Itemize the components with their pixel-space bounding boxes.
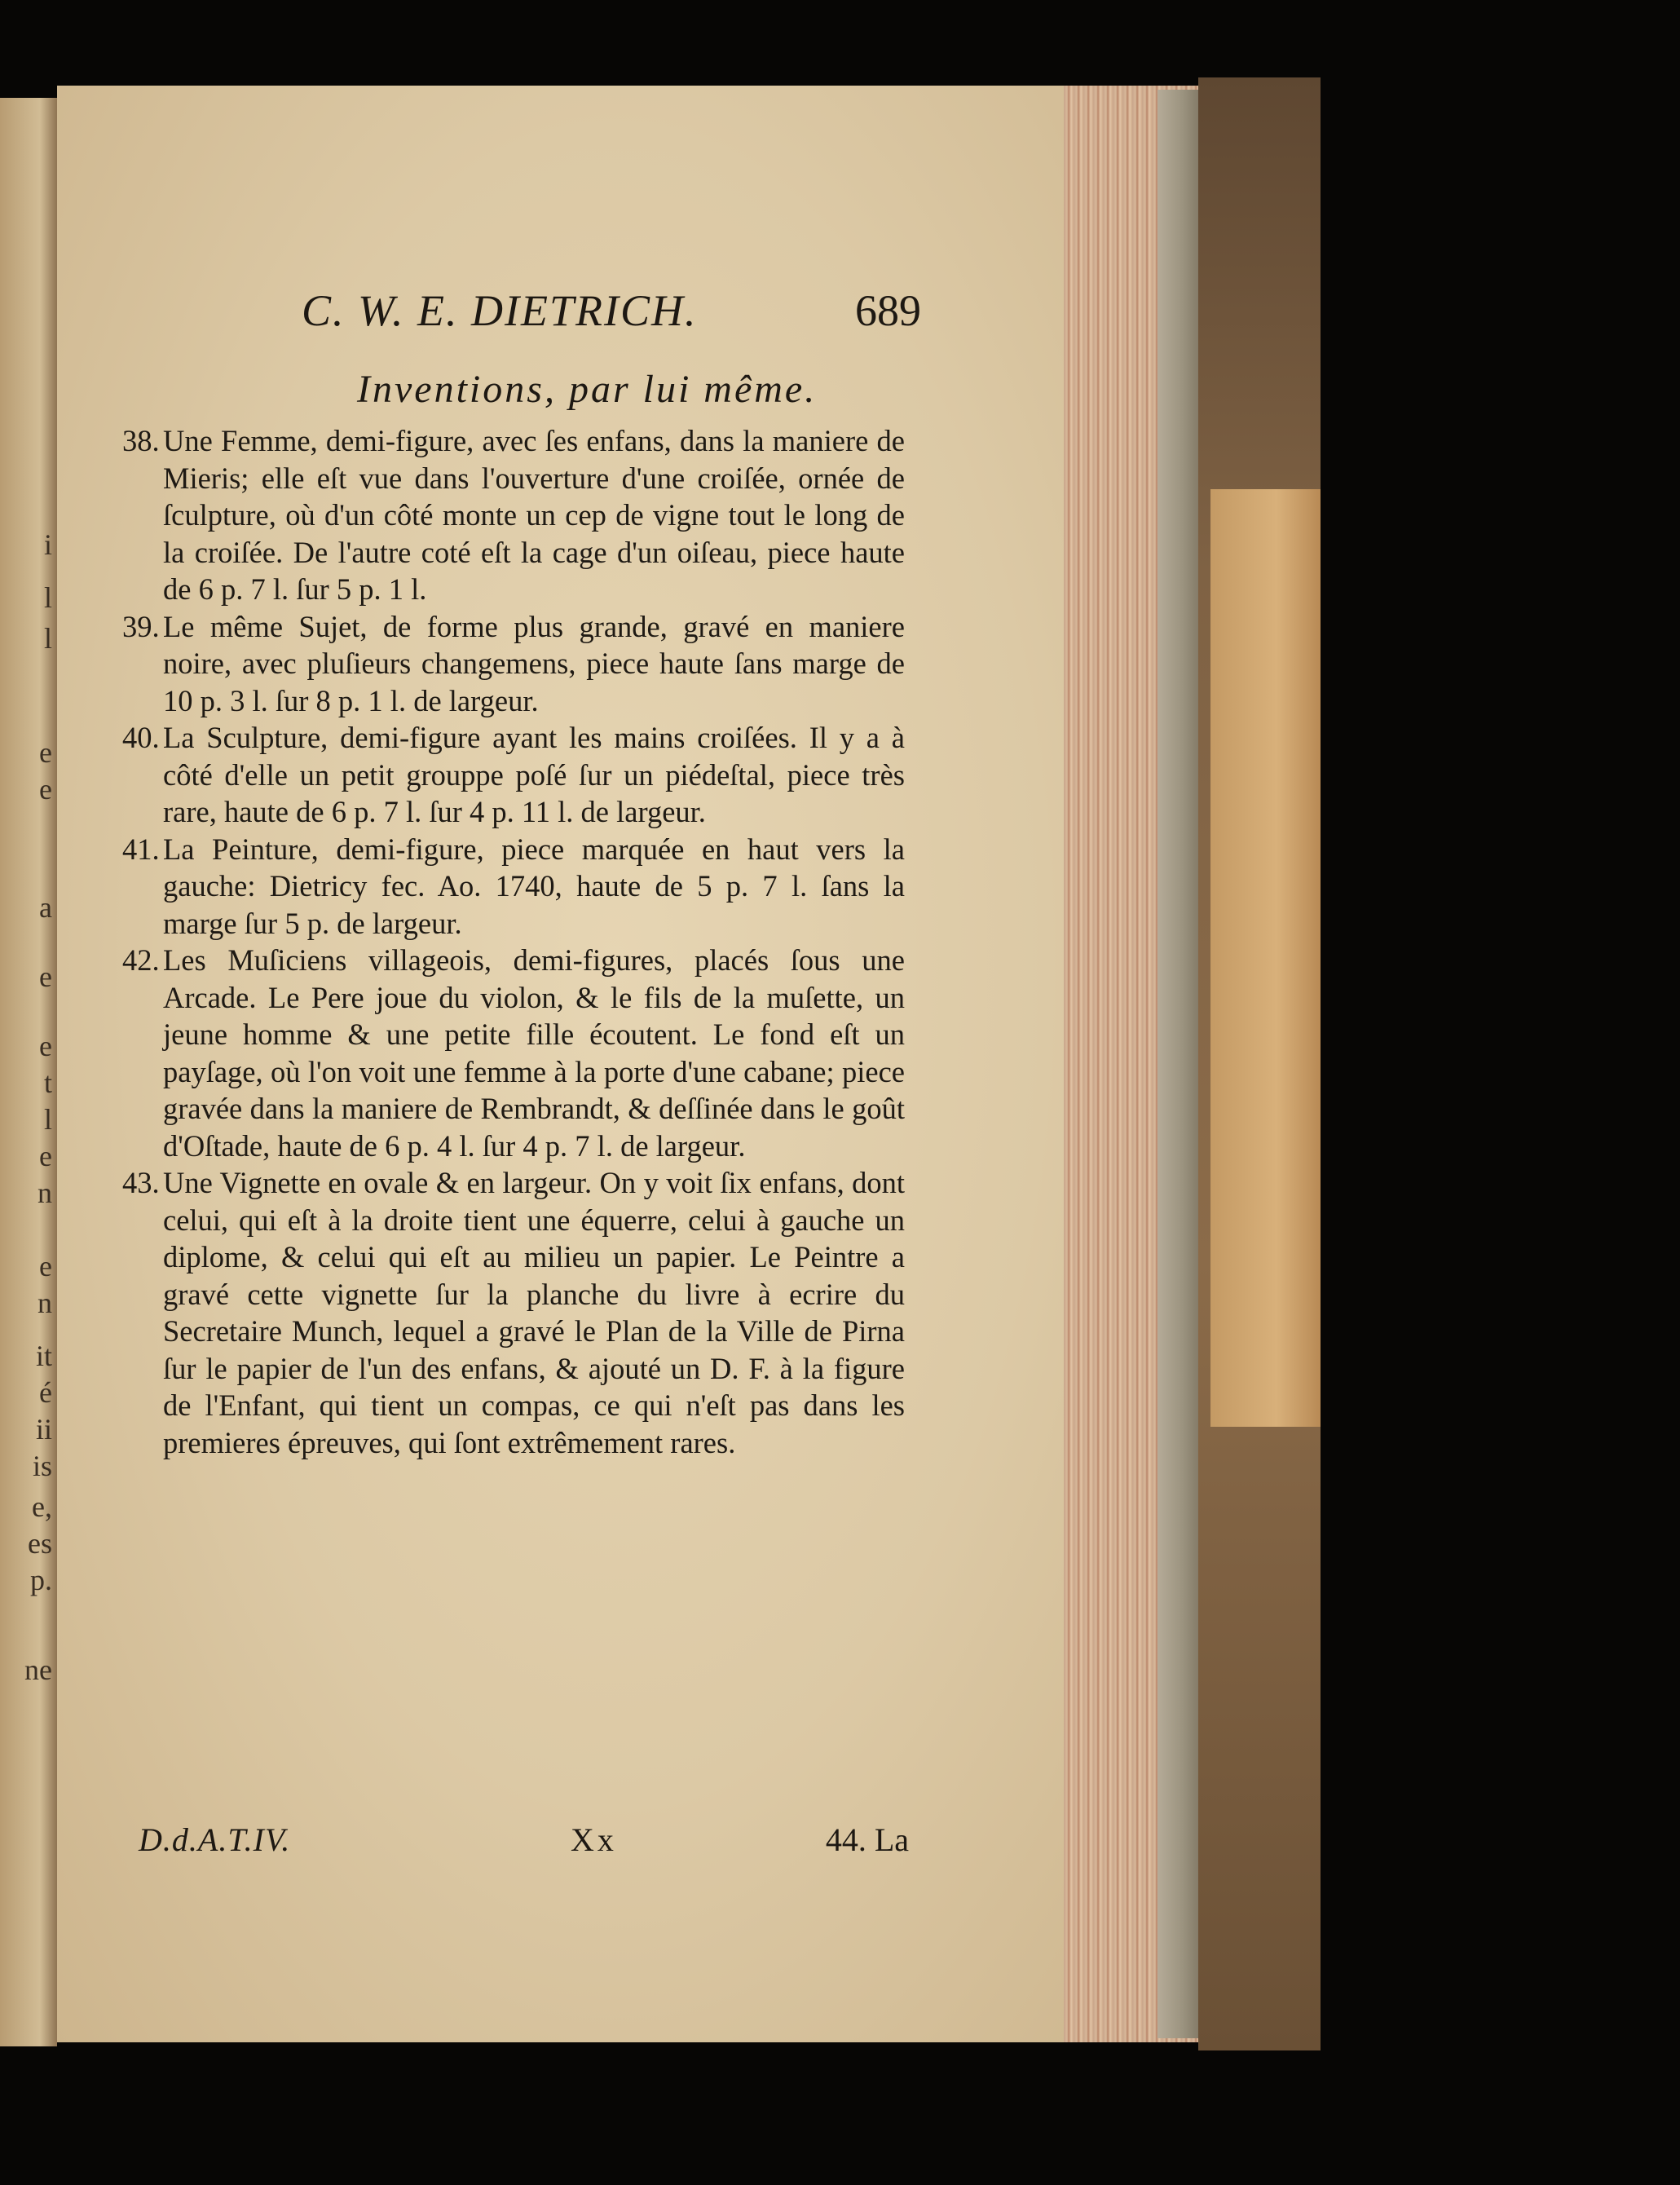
- left-fragment: i: [43, 528, 52, 561]
- entry-text: Une Femme, demi-figure, avec ſes enfans, dans la maniere de Mieris; elle eſt vue dans l'ouverture d'une croiſée, ornée de ſculpture, où d'un côté monte un cep de vigne tout le long de la croiſée. De l'autre coté eſt la cage d'un oiſeau, piece haute de 6 p. 7 l. ſur 5 p. 1 l.: [163, 424, 905, 606]
- left-fragment: it: [35, 1340, 52, 1372]
- page-footer: [139, 1821, 909, 1869]
- entry-text: La Sculpture, demi-figure ayant les mains croiſées. Il y a à côté d'elle un petit grouppe poſé ſur un piédeſtal, piece très rare, haute de 6 p. 7 l. ſur 4 p. 11 l. de largeur.: [163, 721, 905, 828]
- entry-38: [122, 422, 905, 608]
- left-fragment: e,: [32, 1490, 52, 1523]
- entry-number: 38.: [122, 424, 160, 457]
- left-fragment: t: [43, 1066, 52, 1099]
- book-page: [57, 86, 1072, 2042]
- catchword: 44. La: [825, 1821, 909, 1858]
- left-fragment: ii: [35, 1413, 52, 1446]
- entry-text: Les Muſiciens villageois, demi-figures, placés ſous une Arcade. Le Pere joue du violon, & le fils de la muſette, un jeune homme & une petite fille écoutent. Le fond eſt un payſage, où l'on voit une femme à la porte d'une cabane; piece gravée dans la maniere de Rembrandt, & deſſinée dans le goût d'Oſtade, haute de 6 p. 4 l. ſur 4 p. 7 l. de largeur.: [163, 943, 905, 1163]
- page-header: [302, 285, 921, 351]
- page-number: 689: [855, 286, 921, 335]
- running-head: C. W. E. DIETRICH.: [302, 286, 698, 335]
- cover-flap: [1210, 489, 1321, 1427]
- left-fragment: e: [39, 1250, 52, 1282]
- left-fragment: é: [39, 1376, 52, 1409]
- entry-text: Une Vignette en ovale & en largeur. On y voit ſix enfans, dont celui, qui eſt à la droite tient une équerre, celui à gauche un diplome, & celui qui eſt au milieu un papier. Le Peintre a gravé cette vignette ſur la planche du livre à ecrire du Secretaire Munch, lequel a gravé le Plan de la Ville de Pirna ſur le papier de l'un des enfans, & ajouté un D. F. à la figure de l'Enfant, qui tient un compas, ce qui n'eſt pas dans les premieres épreuves, qui ſont extrêmement rares.: [163, 1166, 905, 1459]
- section-title: Inventions, par lui même.: [357, 368, 818, 411]
- left-fragment: l: [43, 581, 52, 614]
- left-fragment: e: [39, 1140, 52, 1172]
- left-fragment: e: [39, 1030, 52, 1062]
- page-block-outer-edge: [1157, 90, 1198, 2038]
- left-fragment: is: [32, 1450, 52, 1482]
- left-fragment: p.: [30, 1564, 52, 1596]
- entry-number: 43.: [122, 1166, 160, 1199]
- entry-number: 41.: [122, 832, 160, 866]
- left-fragment: e: [39, 736, 52, 769]
- entry-number: 39.: [122, 609, 160, 643]
- left-page-edge: [0, 98, 57, 2046]
- entry-40: [122, 719, 905, 831]
- left-fragment: ne: [24, 1653, 52, 1686]
- gathering-signature: Xx: [571, 1821, 617, 1858]
- entry-number: 42.: [122, 943, 160, 977]
- entry-text: La Peinture, demi-figure, piece marquée en haut vers la gauche: Dietricy fec. Ao. 1740, haute de 5 p. 7 l. ſans la marge ſur 5 p. de largeur.: [163, 832, 905, 940]
- volume-signature: D.d.A.T.IV.: [139, 1821, 291, 1858]
- left-fragment: n: [37, 1287, 52, 1319]
- entry-list: [122, 422, 905, 1461]
- left-fragment: l: [43, 1103, 52, 1136]
- left-fragment: l: [43, 622, 52, 655]
- entry-42: [122, 942, 905, 1164]
- entry-39: [122, 608, 905, 720]
- left-fragment: a: [39, 891, 52, 924]
- left-fragment: es: [28, 1527, 52, 1560]
- entry-number: 40.: [122, 721, 160, 754]
- entry-43: [122, 1164, 905, 1461]
- left-fragment: n: [37, 1176, 52, 1209]
- entry-41: [122, 831, 905, 942]
- entry-text: Le même Sujet, de forme plus grande, gravé en maniere noire, avec pluſieurs changemens, piece haute ſans marge de 10 p. 3 l. ſur 8 p. 1 l. de largeur.: [163, 609, 905, 717]
- left-fragment: e: [39, 960, 52, 993]
- left-fragment: e: [39, 773, 52, 806]
